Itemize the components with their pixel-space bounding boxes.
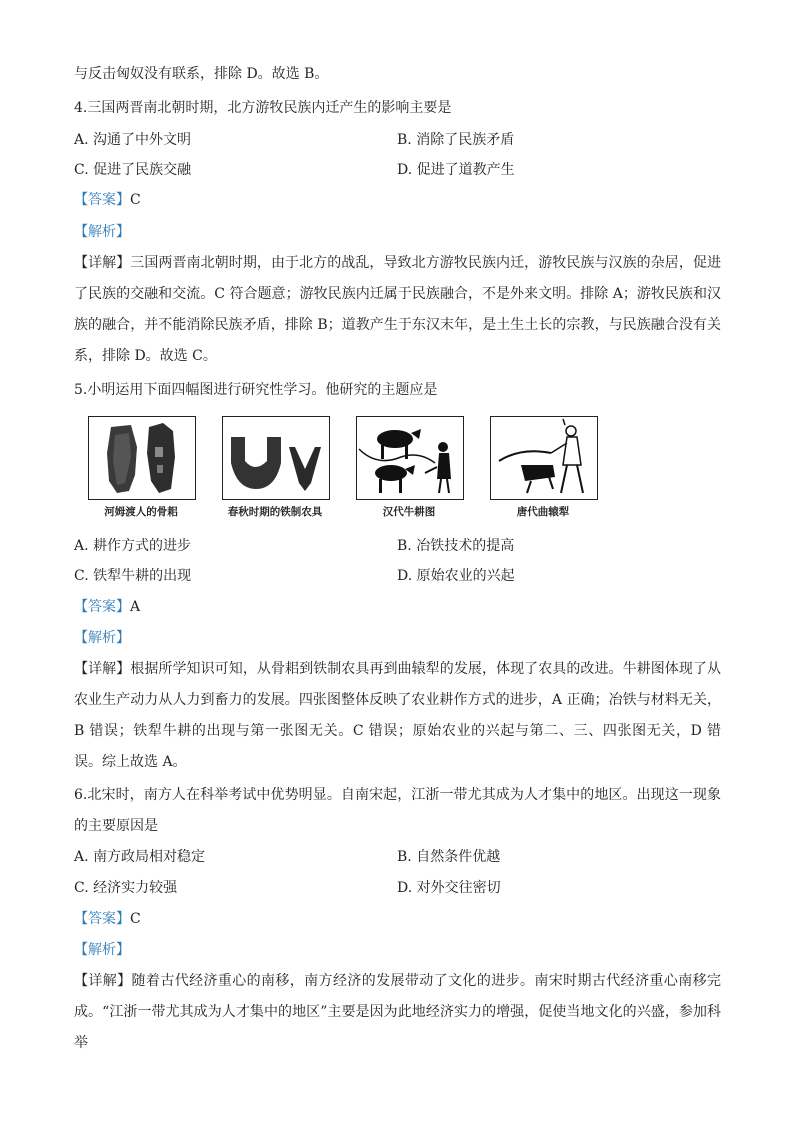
- q4-option-d: D. 促进了道教产生: [397, 162, 515, 178]
- answer-tag: 【答案】: [74, 911, 130, 927]
- answer-value: C: [130, 911, 141, 927]
- q5-option-a: A. 耕作方式的进步: [74, 538, 192, 554]
- figure-iron-tools: [222, 416, 330, 500]
- caption-iron-tools: 春秋时期的铁制农具: [227, 506, 323, 518]
- caption-bone-spade: 河姆渡人的骨耜: [104, 506, 178, 518]
- detail-text: 三国两晋南北朝时期，由于北方的战乱，导致北方游牧民族内迁，游牧民族与汉族的杂居，促进了民族的交融和交流。C 符合题意；游牧民族内迁属于民族融合，不是外来文明。排除 A；游牧民族和汉族的融合，并不能消除民族矛盾，排除 B；道教产生于东汉末年，是土生土长的宗教，与民族融合没有关系，排除 D。故选 C。: [74, 255, 722, 364]
- bone-spade-icon: [89, 417, 195, 499]
- detail-text: 随着古代经济重心的南移，南方经济的发展带动了文化的进步。南宋时期古代经济重心南移完成。“江浙一带尤其成为人才集中的地区”主要是因为此地经济实力的增强，促使当地文化的兴盛，参加科举: [74, 973, 721, 1051]
- detail-tag: 【详解】: [74, 973, 132, 989]
- detail-tag: 【详解】: [74, 661, 131, 677]
- q6-option-b: B. 自然条件优越: [397, 849, 501, 865]
- text-line: 与反击匈奴没有联系，排除 D。故选 B。: [74, 66, 329, 82]
- figure-ox-plowing: [356, 416, 464, 500]
- detail-tag: 【详解】: [74, 255, 131, 271]
- q4-analysis-tag: 【解析】: [74, 224, 130, 240]
- iron-tools-icon: [223, 417, 329, 499]
- q5-analysis-tag: 【解析】: [74, 630, 130, 646]
- answer-value: A: [130, 599, 141, 615]
- q6-option-a: A. 南方政局相对稳定: [74, 849, 206, 865]
- ox-plowing-icon: [357, 417, 463, 499]
- q4-detail: [74, 248, 721, 372]
- answer-value: C: [130, 192, 141, 208]
- question-4: 4.三国两晋南北朝时期，北方游牧民族内迁产生的影响主要是: [74, 100, 452, 116]
- q5-answer: [74, 597, 140, 617]
- q6-option-d: D. 对外交往密切: [397, 880, 501, 896]
- detail-text: 根据所学知识可知，从骨耜到铁制农具再到曲辕犁的发展，体现了农具的改进。牛耕图体现了从农业生产动力从人力到畜力的发展。四张图整体反映了农业耕作方式的进步，A 正确；冶铁与材料无关，B 错误；铁犁牛耕的出现与第一张图无关。C 错误；原始农业的兴起与第二、三、四张图无关，D 错误。综上故选 A。: [74, 661, 722, 770]
- q6-analysis-tag: 【解析】: [74, 942, 130, 958]
- q6-answer: [74, 909, 141, 929]
- q4-answer: [74, 190, 141, 210]
- q6-option-c: C. 经济实力较强: [74, 880, 178, 896]
- q5-option-d: D. 原始农业的兴起: [397, 568, 515, 584]
- q5-option-c: C. 铁犁牛耕的出现: [74, 568, 192, 584]
- caption-ox-plowing: 汉代牛耕图: [382, 506, 436, 518]
- q4-option-c: C. 促进了民族交融: [74, 162, 192, 178]
- q4-option-a: A. 沟通了中外文明: [74, 132, 192, 148]
- caption-curved-plow: 唐代曲辕犁: [516, 506, 570, 518]
- figure-curved-plow: [490, 416, 598, 500]
- curved-plow-icon: [491, 417, 597, 499]
- question-5: 5.小明运用下面四幅图进行研究性学习。他研究的主题应是: [74, 382, 438, 398]
- q4-option-b: B. 消除了民族矛盾: [397, 132, 515, 148]
- answer-tag: 【答案】: [74, 192, 130, 208]
- q5-detail: [74, 654, 721, 778]
- q5-option-b: B. 冶铁技术的提高: [397, 538, 515, 554]
- question-6: 6.北宋时，南方人在科举考试中优势明显。自南宋起，江浙一带尤其成为人才集中的地区。出现这一现象的主要原因是: [74, 787, 721, 834]
- answer-tag: 【答案】: [74, 599, 130, 615]
- q6-detail: [74, 966, 721, 1059]
- figure-bone-spade: [88, 416, 196, 500]
